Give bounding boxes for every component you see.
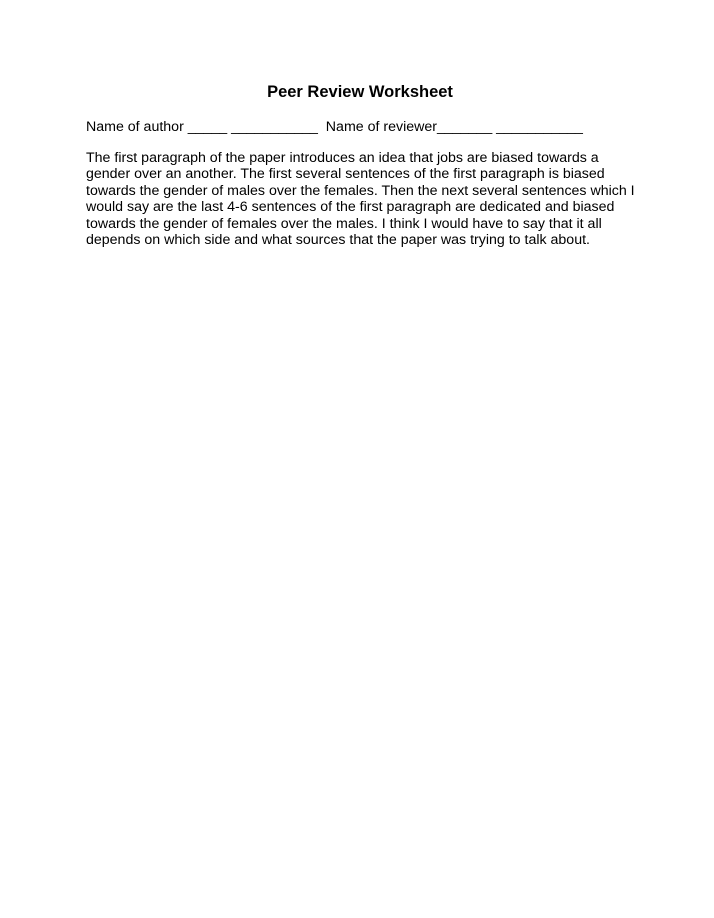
review-paragraph: The first paragraph of the paper introduces an idea that jobs are biased towards a gender over an another. The first several sentences of the first paragraph is biased towards the gender of males over the females. Then the next several sentences which I would say are the last 4-6 sentences of the first paragraph are dedicated and biased towards the gender of females over the males. I think I would have to say that it all depends on which side and what sources that the paper was trying to talk about.	[86, 150, 635, 249]
author-reviewer-name-line: Name of author _____ ___________ Name of reviewer_______ ___________	[86, 119, 583, 135]
worksheet-title: Peer Review Worksheet	[267, 83, 453, 101]
